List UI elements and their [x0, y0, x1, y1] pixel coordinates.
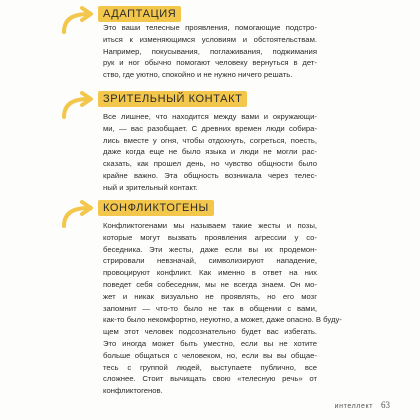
curved-arrow-icon — [60, 6, 96, 34]
section-text-adaptation — [103, 22, 317, 81]
text-line: провоцируют конфликт. Как именно в ответ на них — [103, 268, 317, 278]
section-heading-conflictogens: КОНФЛИКТОГЕНЫ — [98, 200, 214, 216]
text-line: Например, покусывания, поглаживания, поджимания — [103, 46, 317, 56]
text-line: беседника. Эти жесты, даже если вы их продемон- — [103, 244, 317, 254]
curved-arrow-icon — [60, 91, 96, 119]
text-line: больше общаться с человеком, но, если вы вы общае- — [103, 350, 317, 360]
page-number: 63 — [381, 400, 390, 410]
text-line: сказать, как прошел день, но чувство общности было — [103, 159, 317, 169]
text-line: Все лишнее, что находится между вами и окружающи- — [103, 112, 317, 121]
text-line: Это иногда может быть уместно, если вы не хотите — [103, 338, 317, 348]
text-line: Конфликтогенами мы называем такие жесты и позы, — [103, 221, 317, 230]
text-line: сложнее. Стоит вычищать свою «телесную речь» от — [103, 374, 317, 384]
section-text-conflictogens — [103, 220, 342, 397]
section-heading-adaptation: АДАПТАЦИЯ — [98, 6, 181, 22]
text-line: ми, — вас разобщает. С древних времен люди собира- — [103, 123, 317, 133]
text-line: ство, где уютно, спокойно и не нужно ничего решать. — [103, 70, 293, 80]
text-line: как-то было некомфортно, неуютно, а может, даже опасно. В буду- — [103, 315, 342, 325]
text-line: даже когда еще не было языка и люди не могли рас- — [103, 147, 317, 157]
text-line: стрировали невзначай, символизируют нападение, — [103, 256, 317, 266]
text-line: которые могут вызвать проявления агрессии у со- — [103, 232, 317, 242]
text-line: конфликтогенов. — [103, 386, 163, 396]
text-line: Это ваши телесные проявления, помогающие подстро- — [103, 23, 317, 32]
text-line: тесь с группой людей, выступаете публично, все — [103, 362, 317, 372]
page-footer — [290, 400, 390, 410]
text-line: ный и зрительный контакт. — [103, 182, 198, 192]
curved-arrow-icon — [60, 200, 96, 228]
text-line: лись вместе у огня, чтобы отдохнуть, согреться, поесть, — [103, 135, 317, 145]
text-line: поведет себя собеседник, мы не всегда знаем. Он мо- — [103, 279, 317, 289]
text-line: жет и никак визуально не проявлять, но его мозг — [103, 291, 317, 301]
text-line: иться к изменяющимся условиям и обстоятельствам. — [103, 34, 317, 44]
text-line: рук и ног обычно помогают человеку вернуться в дет- — [103, 58, 317, 68]
text-line: крайне важно. Эта общность возникала через телес- — [103, 170, 317, 180]
section-text-eye-contact — [103, 111, 317, 194]
section-heading-eye-contact: ЗРИТЕЛЬНЫЙ КОНТАКТ — [98, 91, 247, 107]
text-line: щем этот человек подсознательно будет вас избегать. — [103, 327, 317, 337]
footer-label: интеллект — [334, 403, 373, 410]
text-line: запомнит — что-то было не так в общении с вами, — [103, 303, 317, 313]
